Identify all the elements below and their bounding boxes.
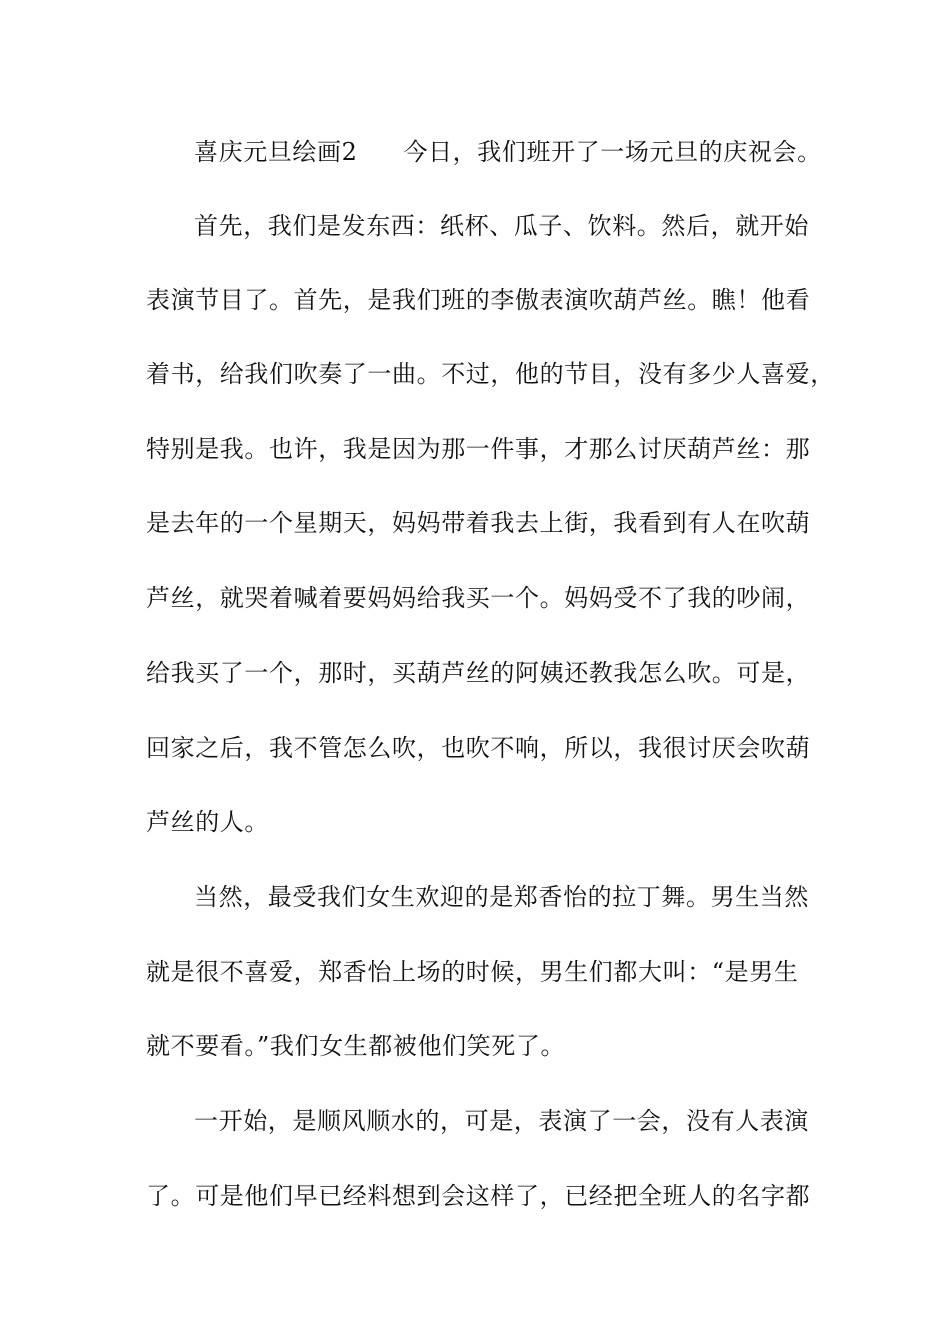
document-title: 喜庆元旦绘画2 [194, 138, 358, 166]
text-line-0: 今日，我们班开了一场元旦的庆祝会。 [403, 138, 822, 166]
text-line-4: 特别是我。也许，我是因为那一件事，才那么讨厌葫芦丝：那 [146, 435, 811, 463]
text-line-5: 是去年的一个星期天，妈妈带着我去上街，我看到有人在吹葫 [146, 509, 811, 537]
text-line-13: 一开始，是顺风顺水的，可是，表演了一会，没有人表演 [194, 1107, 809, 1135]
text-line-11: 就是很不喜爱，郑香怡上场的时候，男生们都大叫：“是男生 [146, 958, 799, 986]
text-line-1: 首先，我们是发东西：纸杯、瓜子、饮料。然后，就开始 [194, 212, 809, 240]
text-line-12: 就不要看。”我们女生都被他们笑死了。 [146, 1032, 566, 1060]
text-line-10: 当然，最受我们女生欢迎的是郑香怡的拉丁舞。男生当然 [194, 883, 809, 911]
text-line-9: 芦丝的人。 [146, 808, 269, 836]
text-line-14: 了。可是他们早已经料想到会这样了，已经把全班人的名字都 [146, 1182, 811, 1210]
text-line-6: 芦丝，就哭着喊着要妈妈给我买一个。妈妈受不了我的吵闹， [146, 584, 811, 612]
text-line-7: 给我买了一个，那时，买葫芦丝的阿姨还教我怎么吹。可是， [146, 659, 811, 687]
text-line-2: 表演节目了。首先，是我们班的李傲表演吹葫芦丝。瞧！他看 [146, 286, 811, 314]
title-line [194, 137, 874, 167]
text-line-8: 回家之后，我不管怎么吹，也吹不响，所以，我很讨厌会吹葫 [146, 734, 811, 762]
text-line-3: 着书，给我们吹奏了一曲。不过，他的节目，没有多少人喜爱， [146, 360, 835, 388]
